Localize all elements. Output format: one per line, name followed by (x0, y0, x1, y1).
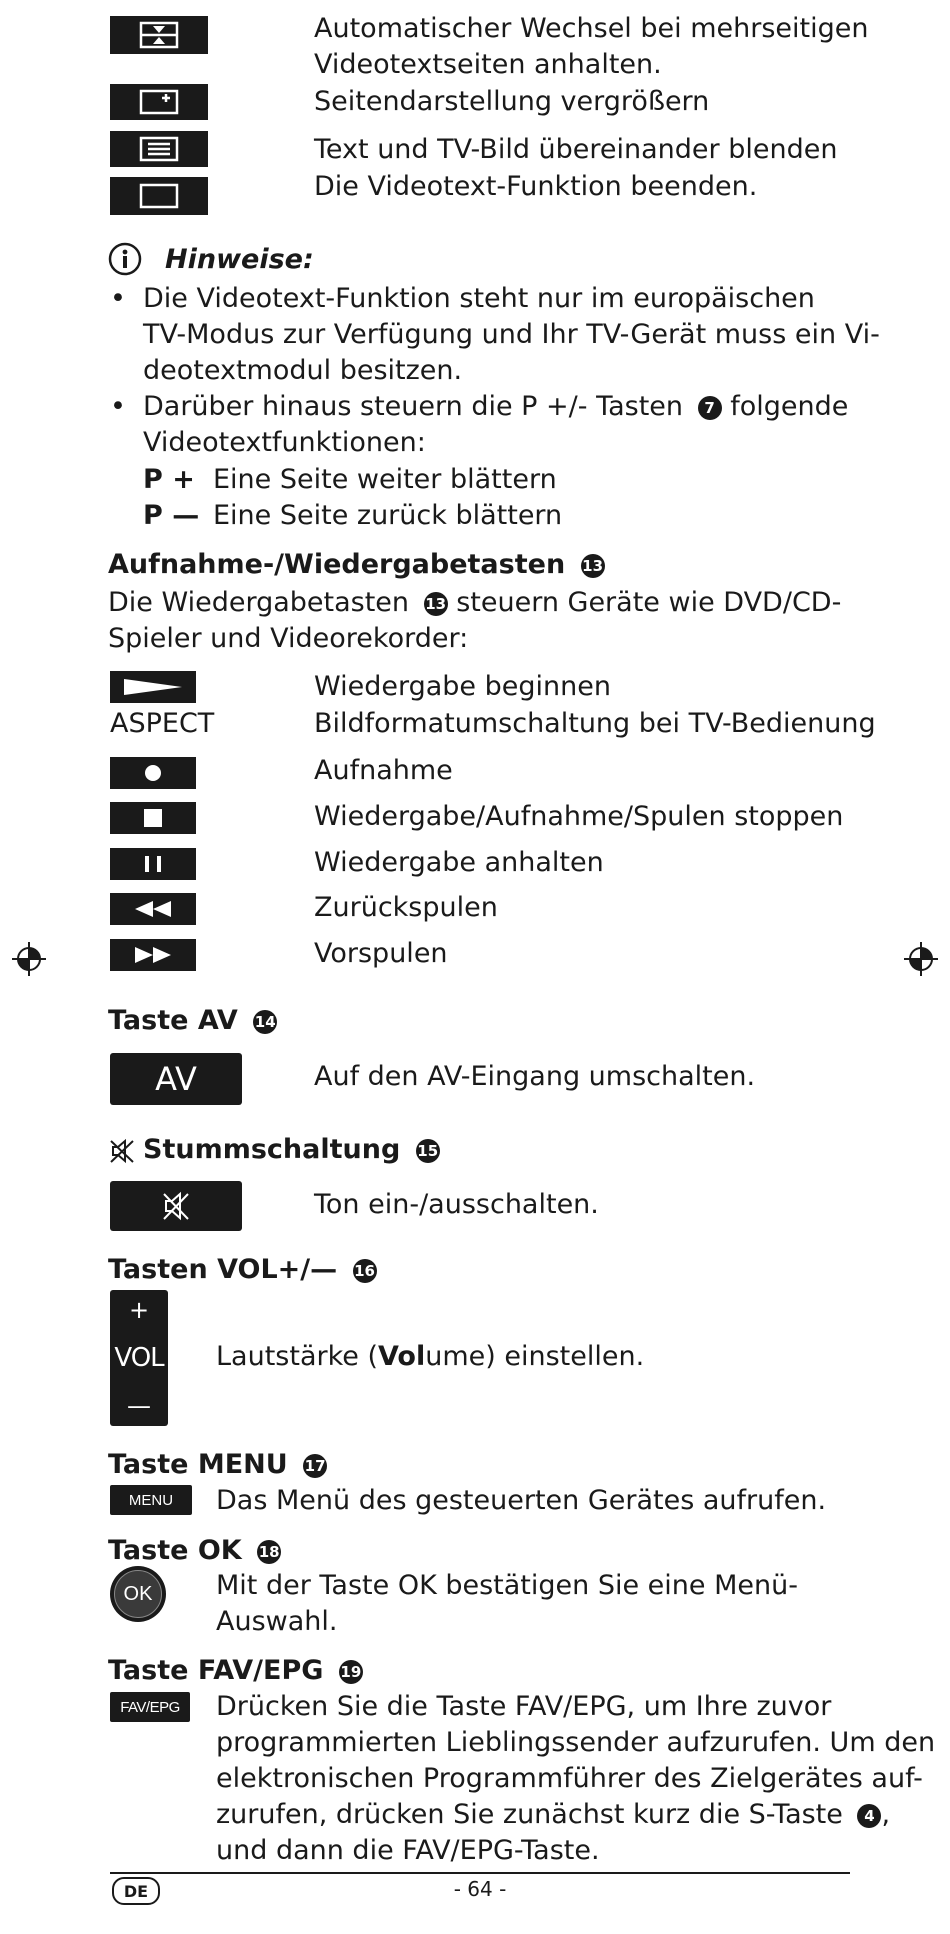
bullet-1-line3: deotextmodul besitzen. (143, 355, 463, 386)
language-badge: DE (112, 1877, 160, 1905)
mute-text: Ton ein-/ausschalten. (314, 1189, 599, 1220)
record-text: Aufnahme (314, 755, 453, 786)
exit-icon (139, 183, 179, 209)
mute-heading-icon (110, 1138, 134, 1164)
vol-heading (108, 1253, 377, 1287)
vol-plus-label: + (128, 1296, 150, 1324)
vol-text-a: Lautstärke ( (216, 1341, 378, 1372)
ref-number-13b: 13 (424, 592, 448, 616)
fav-text-line4-a: zurufen, drücken Sie zunächst kurz die S-Taste (216, 1799, 843, 1830)
bullet-1-line2: TV-Modus zur Verfügung und Ihr TV-Gerät muss ein Vi- (143, 319, 880, 350)
videotext-enlarge-text: Seitendarstellung vergrößern (314, 86, 710, 117)
mute-heading (143, 1133, 440, 1167)
ref-number-18: 18 (257, 1540, 281, 1564)
forward-icon (131, 946, 175, 964)
ok-text-line2: Auswahl. (216, 1606, 338, 1637)
forward-key (110, 939, 196, 971)
vol-minus-label: — (127, 1392, 151, 1420)
fav-epg-key-label: FAV/EPG (120, 1698, 180, 1716)
fav-text-line1: Drücken Sie die Taste FAV/EPG, um Ihre zuvor (216, 1691, 832, 1722)
p-minus-text: Eine Seite zurück blättern (213, 500, 563, 531)
record-key (110, 757, 196, 789)
stop-text: Wiedergabe/Aufnahme/Spulen stoppen (314, 801, 844, 832)
mute-key (110, 1181, 242, 1231)
vol-heading-text: Tasten VOL+/— (108, 1254, 338, 1285)
aspect-label: ASPECT (110, 708, 215, 739)
videotext-hold-line1: Automatischer Wechsel bei mehrseitigen (314, 13, 869, 44)
av-heading (108, 1004, 277, 1038)
rewind-key (110, 893, 196, 925)
ref-number-4: 4 (857, 1804, 881, 1828)
ref-number-19: 19 (339, 1660, 363, 1684)
fav-text-line3: elektronischen Programmführer des Zielgerätes auf- (216, 1763, 923, 1794)
ok-heading (108, 1534, 281, 1568)
mute-heading-text: Stummschaltung (143, 1134, 401, 1165)
hold-icon (139, 21, 179, 49)
ref-number-17: 17 (303, 1454, 327, 1478)
fav-text-line4-end: , (881, 1799, 891, 1830)
notes-title: Hinweise: (165, 244, 314, 275)
videotext-exit-text: Die Videotext-Funktion beenden. (314, 171, 758, 202)
playback-intro-a: Die Wiedergabetasten (108, 587, 410, 618)
p-plus-text: Eine Seite weiter blättern (213, 464, 557, 495)
playback-intro-line1 (108, 585, 841, 621)
fav-text-line4 (216, 1797, 890, 1833)
stop-icon (142, 807, 164, 829)
videotext-mix-text: Text und TV-Bild übereinander blenden (314, 134, 838, 165)
record-icon (143, 763, 163, 783)
mute-icon (161, 1190, 191, 1222)
bullet-2-line2: Videotextfunktionen: (143, 427, 426, 458)
rewind-text: Zurückspulen (314, 892, 498, 923)
menu-key-label: MENU (128, 1491, 174, 1509)
playback-intro-b: steuern Geräte wie DVD/CD- (456, 587, 842, 618)
playback-heading (108, 548, 605, 582)
registration-mark-right-icon (904, 942, 938, 976)
playback-heading-text: Aufnahme-/Wiedergabetasten (108, 549, 566, 580)
ref-number-14: 14 (253, 1010, 277, 1034)
play-key (110, 671, 196, 703)
exit-key (110, 177, 208, 215)
videotext-hold-line2: Videotextseiten anhalten. (314, 49, 662, 80)
ok-key (110, 1566, 166, 1622)
ok-heading-text: Taste OK (108, 1535, 242, 1566)
bullet-1-line1: Die Videotext-Funktion steht nur im europäischen (143, 283, 815, 314)
playback-intro-line2: Spieler und Videorekorder: (108, 623, 469, 654)
pause-text: Wiedergabe anhalten (314, 847, 604, 878)
mix-key (110, 131, 208, 167)
enlarge-icon (139, 89, 179, 115)
play-icon (122, 677, 184, 697)
bullet-2-text-b: folgende (730, 391, 849, 422)
page-number: - 64 - (453, 1877, 507, 1901)
forward-text: Vorspulen (314, 938, 448, 969)
ref-number-7: 7 (698, 396, 722, 420)
p-minus-key: P — (143, 500, 200, 531)
vol-key (110, 1290, 168, 1426)
aspect-text: Bildformatumschaltung bei TV-Bedienung (314, 708, 876, 739)
pause-key (110, 848, 196, 880)
menu-text: Das Menü des gesteuerten Gerätes aufrufen. (216, 1485, 827, 1516)
footer-divider (110, 1872, 850, 1874)
rewind-icon (131, 900, 175, 918)
info-icon (108, 242, 142, 276)
ref-number-16: 16 (353, 1259, 377, 1283)
bullet-2-dot: • (110, 391, 126, 422)
fav-epg-key (110, 1692, 190, 1722)
bullet-1-dot: • (110, 283, 126, 314)
bullet-2-text-a: Darüber hinaus steuern die P +/- Tasten (143, 391, 684, 422)
ok-text-line1: Mit der Taste OK bestätigen Sie eine Menü- (216, 1570, 798, 1601)
enlarge-key (110, 84, 208, 120)
fav-text-line2: programmierten Lieblingssender aufzurufen. Um den (216, 1727, 936, 1758)
fav-heading-text: Taste FAV/EPG (108, 1655, 324, 1686)
vol-text-b: ume) einstellen. (425, 1341, 645, 1372)
ref-number-15: 15 (416, 1139, 440, 1163)
av-heading-text: Taste AV (108, 1005, 238, 1036)
menu-heading-text: Taste MENU (108, 1449, 288, 1480)
mix-icon (139, 136, 179, 162)
menu-key (110, 1485, 192, 1515)
vol-label: VOL (114, 1343, 164, 1373)
registration-mark-left-icon (12, 942, 46, 976)
vol-text (216, 1339, 644, 1375)
play-text: Wiedergabe beginnen (314, 671, 611, 702)
av-text: Auf den AV-Eingang umschalten. (314, 1061, 756, 1092)
ref-number-13: 13 (581, 554, 605, 578)
hold-key (110, 16, 208, 54)
av-key (110, 1053, 242, 1105)
fav-heading (108, 1654, 363, 1688)
ok-key-label: OK (123, 1582, 153, 1605)
p-plus-key: P + (143, 464, 195, 495)
av-key-label: AV (155, 1060, 197, 1098)
bullet-2-line1 (143, 389, 848, 425)
stop-key (110, 802, 196, 834)
pause-icon (141, 855, 165, 873)
vol-text-bold: Vol (378, 1341, 426, 1372)
fav-text-line5: und dann die FAV/EPG-Taste. (216, 1835, 600, 1866)
menu-heading (108, 1448, 327, 1482)
